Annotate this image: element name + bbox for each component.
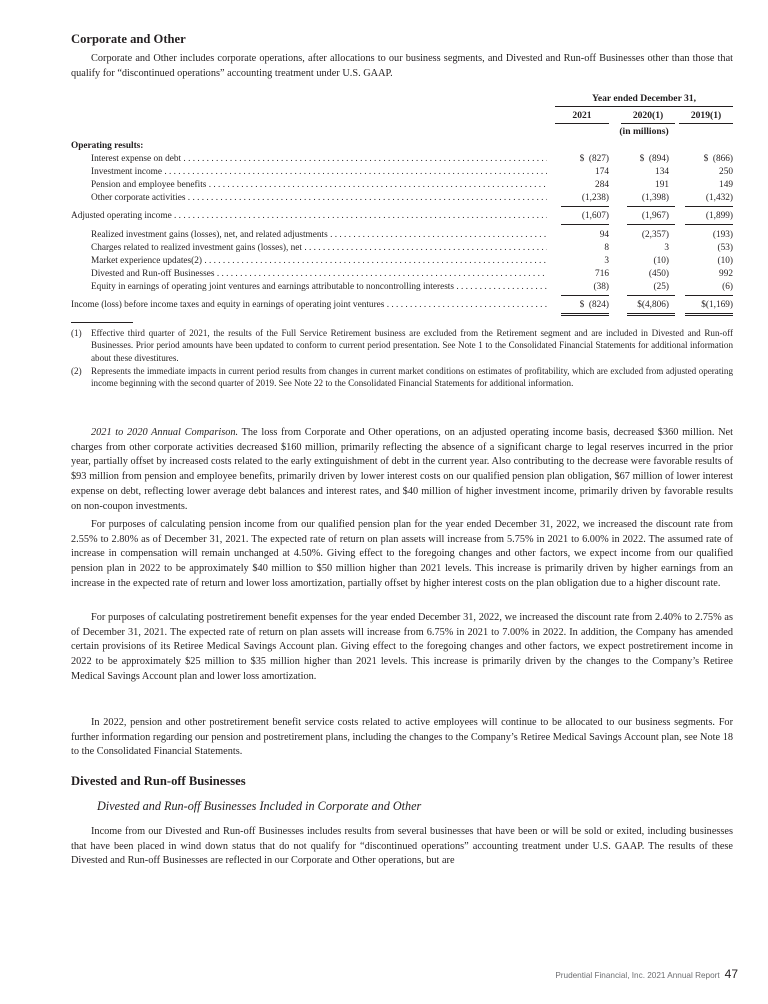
pension-paragraph: For purposes of calculating pension income from our qualified pension plan for the year ended December 31, 2022, we increased the discount rate from 2.55% to 2.80% as of December 31, 2021. The expected rate of return on plan assets will increase from 5.75% in 2021 to 6.00% in 2022. The assumed rate of increase in compensation will remain unchanged at 4.50%. Giving effect to the foregoing changes and other factors, we expect income from our qualified pension plan in 2022 to be approximately $40 million to $50 million higher than 2021 levels. This increase is primarily driven by higher earnings from an increase in the expected rate of return and lower loss amortization, partially offset by higher interest costs on the plan obligation due to a higher discount rate. bbox=[71, 519, 733, 589]
table-row bbox=[71, 192, 733, 204]
footnote-text: Represents the immediate impacts in current period results from changes in current market conditions on estimates of profitability, which are excluded from adjusted operating income beginning with the second quarter of 2019. See Note 22 to the Consolidated Financial Statements for additional information. bbox=[91, 366, 733, 389]
subtotal-rule bbox=[685, 295, 733, 296]
cell-2021: 716 bbox=[595, 269, 609, 279]
cell-2021: 94 bbox=[599, 230, 609, 240]
footnote-1 bbox=[71, 327, 733, 364]
cell-2019: $(1,169) bbox=[701, 300, 733, 310]
column-header-2020: 2020(1) bbox=[621, 110, 675, 124]
column-header-2021: 2021 bbox=[555, 110, 609, 124]
cell-2019: (193) bbox=[712, 230, 733, 240]
annual-comparison-paragraph: 2021 to 2020 Annual Comparison. The loss from Corporate and Other operations, on an adjusted operating income basis, decreased $360 million. Net charges from other corporate activities decreased $160 million, primarily reflecting the absence of a significant charge to legal reserves incurred in the prior year, partially offset by increased costs related to the early extinguishment of debt in the current year. Also contributing to the decrease were favorable results of $93 million from pension and employee benefits, primarily driven by lower interest costs on our qualified pension plan obligation, $67 million of lower interest expense on debt, reflecting lower average debt balances and interest rates, and $40 million of higher investment income, primarily driven by favorable results on non-coupon investments. bbox=[71, 427, 733, 512]
postretirement-paragraph: For purposes of calculating postretirement benefit expenses for the year ended December 31, 2022, we increased the discount rate from 2.40% to 2.75% as of December 31, 2021. The expected rate of return on plan assets will increase from 6.75% in 2021 to 7.00% in 2022. In addition, the Company has amended certain provisions of its Retiree Medical Savings Account plan. Giving effect to the foregoing changes and other factors, we expect postretirement income in 2022 to be approximately $25 million to $35 million higher than 2021 levels. This increase is primarily driven by the changes to the Company’s Retiree Medical Savings Account plan and lower loss amortization. bbox=[71, 612, 733, 682]
cell-2021: 174 bbox=[595, 167, 609, 177]
page-number: 47 bbox=[724, 967, 738, 981]
cell-2019: 149 bbox=[719, 180, 733, 190]
row-label: Equity in earnings of operating joint ventures and earnings attributable to noncontrolling interests . . . bbox=[91, 281, 547, 293]
footnote-2 bbox=[71, 365, 733, 390]
cell-2021: (1,607) bbox=[581, 211, 609, 221]
table-row bbox=[71, 166, 733, 178]
row-label: Adjusted operating income . . . bbox=[71, 210, 547, 222]
footnote-number: (2) bbox=[71, 366, 82, 376]
cell-2021: 3 bbox=[604, 256, 609, 266]
cell-2021: $ (827) bbox=[579, 154, 609, 164]
row-label: Divested and Run-off Businesses . . . bbox=[91, 268, 547, 280]
column-header-2019: 2019(1) bbox=[679, 110, 733, 124]
cell-2019: (1,432) bbox=[705, 193, 733, 203]
cell-2020: (25) bbox=[653, 282, 669, 292]
cell-2019: $ (866) bbox=[703, 154, 733, 164]
row-label: Income (loss) before income taxes and equity in earnings of operating joint ventures . . . bbox=[71, 299, 547, 311]
paragraph-lead-in: 2021 to 2020 Annual Comparison. bbox=[91, 427, 239, 438]
subsection-heading-divested: Divested and Run-off Businesses Included in Corporate and Other bbox=[97, 799, 422, 813]
footnote-text: Effective third quarter of 2021, the results of the Full Service Retirement business are excluded from the Retirement segment and are included in Divested and Run-off Businesses. Prior period amounts have been updated to conform to current period presentation. See Note 1 to the Consolidated Financial Statements for additional information about these divestitures. bbox=[91, 328, 733, 363]
total-double-rule bbox=[685, 313, 733, 316]
table-row bbox=[71, 281, 733, 293]
cell-2019: (1,899) bbox=[705, 211, 733, 221]
row-label: Charges related to realized investment gains (losses), net . . . bbox=[91, 242, 547, 254]
row-label: Interest expense on debt . . . bbox=[91, 153, 547, 165]
table-row bbox=[71, 153, 733, 165]
cell-2021: 8 bbox=[604, 243, 609, 253]
cell-2020: (1,967) bbox=[641, 211, 669, 221]
page-footer bbox=[555, 967, 738, 981]
cell-2021: 284 bbox=[595, 180, 609, 190]
unit-note: (in millions) bbox=[619, 126, 669, 137]
total-double-rule bbox=[561, 313, 609, 316]
table-row bbox=[71, 179, 733, 191]
row-label: Other corporate activities . . . bbox=[91, 192, 547, 204]
table-row-subtotal bbox=[71, 210, 733, 222]
subtotal-rule bbox=[627, 295, 675, 296]
row-label: Market experience updates(2) . . . bbox=[91, 255, 547, 267]
subtotal-rule bbox=[685, 224, 733, 225]
table-row-total bbox=[71, 299, 733, 311]
table-header-group: Year ended December 31, bbox=[555, 93, 733, 107]
cell-2020: $(4,806) bbox=[637, 300, 669, 310]
subtotal-rule bbox=[685, 206, 733, 207]
cell-2019: (53) bbox=[717, 243, 733, 253]
divested-paragraph: Income from our Divested and Run-off Businesses includes results from several businesses that have been or will be sold or exited, including businesses that have been placed in wind down status that do not qualify for “discontinued operations” accounting treatment under U.S. GAAP. The results of these Divested and Run-off Businesses are reflected in our Corporate and Other operations, but are bbox=[71, 826, 733, 867]
cell-2021: (38) bbox=[593, 282, 609, 292]
section-heading-corporate-and-other: Corporate and Other bbox=[71, 32, 186, 46]
cell-2020: (2,357) bbox=[641, 230, 669, 240]
table-row bbox=[71, 229, 733, 241]
subtotal-rule bbox=[561, 295, 609, 296]
cell-2021: (1,238) bbox=[581, 193, 609, 203]
table-row bbox=[71, 255, 733, 267]
cell-2020: 134 bbox=[655, 167, 669, 177]
subtotal-rule bbox=[561, 206, 609, 207]
footnote-separator bbox=[71, 322, 133, 323]
cell-2020: (450) bbox=[648, 269, 669, 279]
subtotal-rule bbox=[627, 224, 675, 225]
section-heading-divested: Divested and Run-off Businesses bbox=[71, 774, 246, 788]
total-double-rule bbox=[627, 313, 675, 316]
cell-2019: 992 bbox=[719, 269, 733, 279]
cell-2020: (10) bbox=[653, 256, 669, 266]
cell-2020: (1,398) bbox=[641, 193, 669, 203]
row-label: Investment income . . . bbox=[91, 166, 547, 178]
subtotal-rule bbox=[561, 224, 609, 225]
footnote-number: (1) bbox=[71, 328, 82, 338]
cell-2020: $ (894) bbox=[639, 154, 669, 164]
cell-2019: 250 bbox=[719, 167, 733, 177]
cell-2019: (6) bbox=[722, 282, 733, 292]
table-row bbox=[71, 268, 733, 280]
row-label: Pension and employee benefits . . . bbox=[91, 179, 547, 191]
service-costs-paragraph: In 2022, pension and other postretirement benefit service costs related to active employees will continue to be allocated to our business segments. For further information regarding our pension and postretirement plans, including the changes to the Company’s Retiree Medical Savings Account plan, see Note 18 to the Consolidated Financial Statements. bbox=[71, 717, 733, 758]
cell-2020: 191 bbox=[655, 180, 669, 190]
publication-title: Prudential Financial, Inc. 2021 Annual Report bbox=[555, 971, 720, 980]
table-row bbox=[71, 242, 733, 254]
row-label: Realized investment gains (losses), net, and related adjustments . . . bbox=[91, 229, 547, 241]
table-section-label: Operating results: bbox=[71, 141, 144, 151]
cell-2019: (10) bbox=[717, 256, 733, 266]
subtotal-rule bbox=[627, 206, 675, 207]
intro-paragraph: Corporate and Other includes corporate operations, after allocations to our business segments, and Divested and Run-off Businesses other than those that qualify for “discontinued operations” accounting treatment under U.S. GAAP. bbox=[71, 53, 733, 79]
cell-2021: $ (824) bbox=[579, 300, 609, 310]
cell-2020: 3 bbox=[664, 243, 669, 253]
